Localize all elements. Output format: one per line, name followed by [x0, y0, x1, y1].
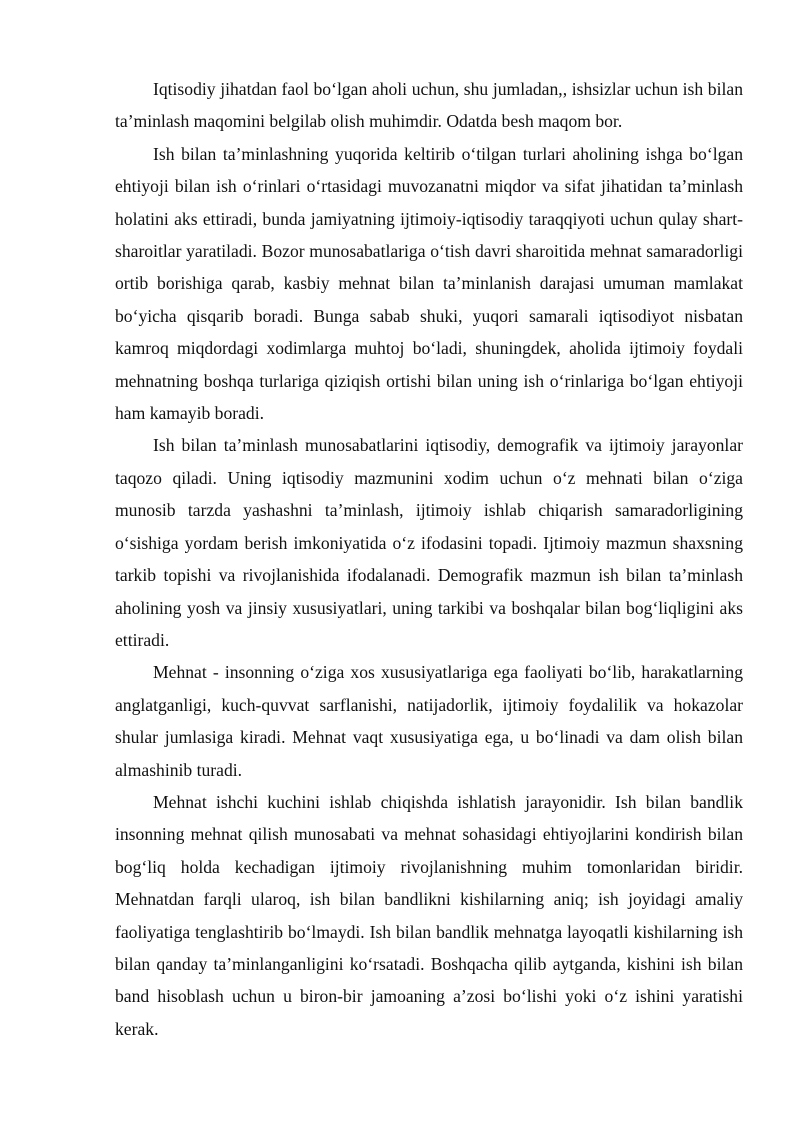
paragraph-labor-and-employment: Mehnat ishchi kuchini ishlab chiqishda ishlatish jarayonidir. Ish bilan bandlik insonning mehnat qilish munosabati va mehnat sohasidagi ehtiyojlarini kondirish bilan bog‘liq holda kechadigan ijtimoiy rivojlanishning muhim tomonlaridan biridir. Mehnatdan farqli ularoq, ish bilan bandlikni kishilarning aniq; ish joyidagi amaliy faoliyatiga tenglashtirib bo‘lmaydi. Ish bilan bandlik mehnatga layoqatli kishilarning ish bilan qanday ta’minlanganligini ko‘rsatadi. Boshqacha qilib aytganda, kishini ish bilan band hisoblash uchun u biron-bir jamoaning a’zosi bo‘lishi yoki o‘z ishini yaratishi kerak. — [115, 791, 743, 1039]
paragraph-labor-definition: Mehnat - insonning o‘ziga xos xususiyatlariga ega faoliyati bo‘lib, harakatlarning anglatganligi, kuch-quvvat sarflanishi, natijadorlik, ijtimoiy foydalilik va hokazolar shular jumlasiga kiradi. Mehnat vaqt xususiyatiga ega, u bo‘linadi va dam olish bilan almashinib turadi. — [115, 662, 743, 780]
document-page — [115, 73, 743, 1045]
paragraph-employment-relations: Ish bilan ta’minlash munosabatlarini iqtisodiy, demografik va ijtimoiy jarayonlar taqozo qiladi. Uning iqtisodiy mazmunini xodim uchun o‘z mehnati bilan o‘ziga munosib tarzda yashashni ta’minlash, ijtimoiy ishlab chiqarish samaradorligining o‘sishiga yordam berish imkoniyatida o‘z ifodasini topadi. Ijtimoiy mazmun shaxsning tarkib topishi va rivojlanishida ifodalanadi. Demografik mazmun ish bilan ta’minlash aholining yosh va jinsiy xususiyatlari, uning tarkibi va boshqalar bilan bog‘liqligini aks ettiradi. — [115, 435, 743, 650]
paragraph-employment-types: Ish bilan ta’minlashning yuqorida keltirib o‘tilgan turlari aholining ishga bo‘lgan ehtiyoji bilan ish o‘rinlari o‘rtasidagi muvozanatni miqdor va sifat jihatidan ta’minlash holatini aks ettiradi, bunda jamiyatning ijtimoiy-iqtisodiy taraqqiyoti uchun qulay shart-sharoitlar yaratiladi. Bozor munosabatlariga o‘tish davri sharoitida mehnat samaradorligi ortib borishiga qarab, kasbiy mehnat bilan ta’minlanish darajasi umuman mamlakat bo‘yicha qisqarib boradi. Bunga sabab shuki, yuqori samarali iqtisodiyot nisbatan kamroq miqdordagi xodimlarga muhtoj bo‘ladi, shuningdek, aholida ijtimoiy foydali mehnatning boshqa turlariga qiziqish ortishi bilan uning ish o‘rinlariga bo‘lgan ehtiyoji ham kamayib boradi. — [115, 143, 743, 424]
paragraph-employment-status: Iqtisodiy jihatdan faol bo‘lgan aholi uchun, shu jumladan,, ishsizlar uchun ish bilan ta’minlash maqomini belgilab olish muhimdir. Odatda besh maqom bor. — [115, 79, 743, 132]
